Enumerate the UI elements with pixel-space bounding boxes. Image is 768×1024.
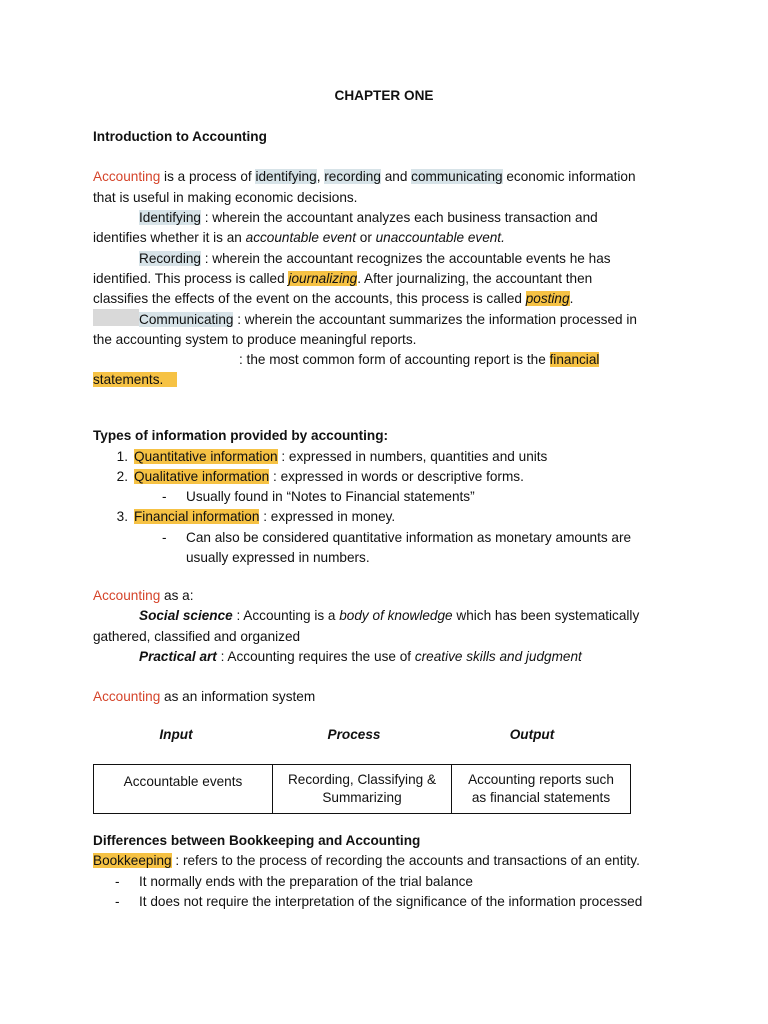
dash-bullet: - (115, 874, 120, 889)
accounting-term: Accounting (93, 169, 161, 184)
intro-heading: Introduction to Accounting (93, 129, 267, 144)
differences-heading: Differences between Bookkeeping and Accounting (93, 833, 421, 848)
social-science-line-2: gathered, classified and organized (93, 629, 301, 644)
dash-bullet: - (162, 489, 167, 504)
accounting-term: Accounting (93, 588, 161, 603)
list-number: 1. (116, 449, 128, 464)
recording-word: recording (324, 169, 381, 184)
process-header: Process (327, 727, 381, 742)
recording-text: . After journalizing, the accountant then (357, 271, 593, 286)
identifying-word: identifying (255, 169, 317, 184)
communicating-line-2: the accounting system to produce meaningful reports. (93, 332, 417, 347)
types-heading: Types of information provided by accounting: (93, 428, 389, 443)
quantitative-term: Quantitative information (134, 449, 278, 464)
recording-text: classifies the effects of the event on the accounts, this process is called (93, 291, 526, 306)
types-item-3 (108, 507, 395, 527)
cell-line: as financial statements (471, 790, 611, 805)
input-header: Input (159, 727, 193, 742)
definition-text: economic information (502, 169, 636, 184)
sub-bullet-text: Usually found in “Notes to Financial statements” (186, 489, 475, 504)
recording-text: : wherein the accountant recognizes the accountable events he has (200, 251, 611, 266)
bookkeeping-definition: : refers to the process of recording the accounts and transactions of an entity. (171, 853, 640, 868)
info-system-text: as an information system (160, 689, 316, 704)
identifying-line-2 (93, 228, 505, 248)
bookkeeping-term: Bookkeeping (93, 853, 172, 868)
practical-art-term: Practical art (139, 649, 217, 664)
dash-bullet: - (162, 530, 167, 545)
financial-information-term: Financial information (134, 509, 260, 524)
communicating-term: Communicating (139, 312, 234, 327)
practical-art-text: : Accounting requires the use of (216, 649, 415, 664)
recording-term: Recording (139, 251, 201, 266)
communicating-line-4 (93, 370, 177, 390)
practical-art-line (139, 647, 582, 667)
social-science-term: Social science (139, 608, 233, 623)
cell-line: Accountable events (123, 774, 243, 789)
sub-bullet-text: Can also be considered quantitative information as monetary amounts are (186, 530, 632, 545)
communicating-word: communicating (411, 169, 503, 184)
identifying-text: : wherein the accountant analyzes each business transaction and (200, 210, 598, 225)
types-item-2-sub (162, 487, 475, 507)
creative-skills: creative skills and judgment (414, 649, 582, 664)
identifying-term: Identifying (139, 210, 201, 225)
cell-line: Summarizing (322, 790, 402, 805)
unaccountable-event: unaccountable event. (375, 230, 505, 245)
accountable-event: accountable event (245, 230, 356, 245)
communicating-text: : wherein the accountant summarizes the information processed in (233, 312, 637, 327)
types-item-3-sub-cont: usually expressed in numbers. (186, 550, 370, 565)
list-number: 3. (116, 509, 128, 524)
bullet-text: It does not require the interpretation of the significance of the information processed (139, 894, 643, 909)
info-system-table (93, 764, 631, 814)
identifying-text: or (355, 230, 376, 245)
recording-text: . (569, 291, 574, 306)
recording-text: identified. This process is called (93, 271, 289, 286)
accounting-as-heading (93, 586, 194, 606)
dash-bullet: - (115, 894, 120, 909)
communicating-text: : the most common form of accounting report is the (239, 352, 550, 367)
statements-term: statements. (93, 372, 177, 387)
output-header: Output (509, 727, 555, 742)
recording-line-2 (93, 269, 592, 289)
accounting-as-text: as a: (160, 588, 194, 603)
definition-text: is a process of (160, 169, 256, 184)
communicating-line-3 (239, 350, 599, 370)
type-description: : expressed in words or descriptive forms. (269, 469, 524, 484)
identifying-line-1 (139, 208, 598, 228)
identifying-text: identifies whether it is an (93, 230, 246, 245)
types-item-1 (108, 447, 547, 467)
communicating-line-1 (93, 309, 637, 330)
process-cell (273, 765, 452, 814)
bookkeeping-bullet-1 (115, 872, 473, 892)
info-system-heading (93, 687, 315, 707)
posting-term: posting (525, 291, 570, 306)
type-description: : expressed in numbers, quantities and units (277, 449, 548, 464)
cell-line: Recording, Classifying & (287, 772, 437, 787)
qualitative-term: Qualitative information (134, 469, 270, 484)
bookkeeping-bullet-2 (115, 892, 642, 912)
highlight-gap (93, 309, 139, 326)
type-description: : expressed in money. (259, 509, 396, 524)
social-science-text: : Accounting is a (232, 608, 340, 623)
recording-line-3 (93, 289, 573, 309)
list-number: 2. (116, 469, 128, 484)
definition-text: and (380, 169, 412, 184)
journalizing-term: journalizing (288, 271, 358, 286)
types-item-2 (108, 467, 524, 487)
types-item-3-sub (162, 528, 631, 548)
body-of-knowledge: body of knowledge (339, 608, 453, 623)
input-cell (94, 765, 273, 814)
recording-line-1 (139, 249, 611, 269)
social-science-text: which has been systematically (452, 608, 640, 623)
chapter-title: CHAPTER ONE (334, 88, 434, 103)
financial-term: financial (549, 352, 600, 367)
definition-text: , (316, 169, 325, 184)
accounting-term: Accounting (93, 689, 161, 704)
output-cell (452, 765, 631, 814)
bullet-text: It normally ends with the preparation of the trial balance (139, 874, 473, 889)
table-row (94, 765, 631, 814)
cell-line: Accounting reports such (468, 772, 614, 787)
definition-line-1 (93, 167, 636, 187)
bookkeeping-line (93, 851, 640, 871)
social-science-line-1 (139, 606, 639, 626)
definition-line-2: that is useful in making economic decisions. (93, 190, 358, 205)
